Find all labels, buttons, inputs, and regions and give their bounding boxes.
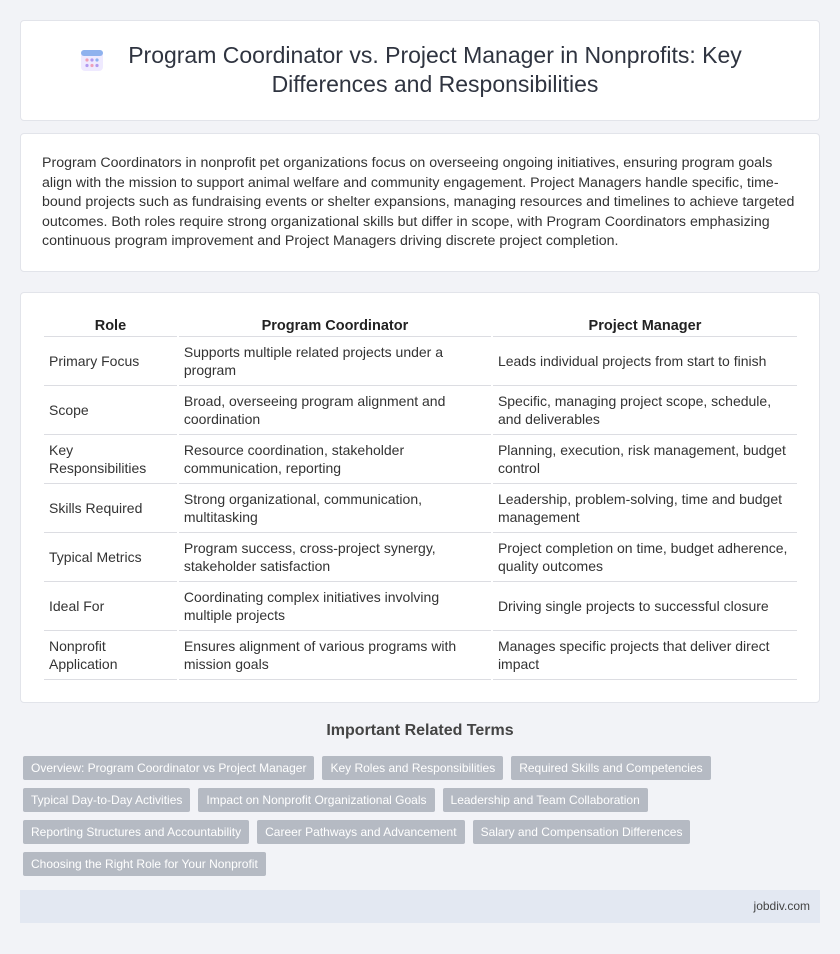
header-card: [20, 20, 820, 121]
table-row: [44, 484, 797, 533]
row-label: Primary Focus: [44, 337, 177, 386]
comparison-table: [42, 315, 799, 680]
project-manager-cell: Project completion on time, budget adherence, quality outcomes: [493, 533, 797, 582]
program-coordinator-cell: Coordinating complex initiatives involving multiple projects: [179, 582, 491, 631]
related-term-tag[interactable]: Typical Day-to-Day Activities: [23, 788, 190, 812]
related-term-tag[interactable]: Salary and Compensation Differences: [473, 820, 691, 844]
intro-paragraph: Program Coordinators in nonprofit pet organizations focus on overseeing ongoing initiatives, ensuring program goals align with the mission to support animal welfare and community engagement. Project Managers handle specific, time-bound projects such as fundraising events or shelter expansions, managing resources and timelines to achieve targeted outcomes. Both roles require strong organizational skills but differ in scope, with Program Coordinators emphasizing continuous program improvement and Project Managers driving discrete project completion.: [42, 155, 795, 250]
related-terms-list: [23, 756, 723, 884]
tag-row: [23, 756, 723, 780]
tag-row: [23, 852, 723, 876]
table-row: [44, 631, 797, 680]
program-coordinator-cell: Ensures alignment of various programs with mission goals: [179, 631, 491, 680]
row-label: Typical Metrics: [44, 533, 177, 582]
project-manager-cell: Manages specific projects that deliver direct impact: [493, 631, 797, 680]
project-manager-cell: Specific, managing project scope, schedule, and deliverables: [493, 386, 797, 435]
row-label: Scope: [44, 386, 177, 435]
related-term-tag[interactable]: Key Roles and Responsibilities: [322, 756, 503, 780]
table-row: [44, 435, 797, 484]
related-term-tag[interactable]: Required Skills and Competencies: [511, 756, 710, 780]
related-term-tag[interactable]: Overview: Program Coordinator vs Project Manager: [23, 756, 314, 780]
table-row: [44, 337, 797, 386]
program-coordinator-cell: Resource coordination, stakeholder communication, reporting: [179, 435, 491, 484]
related-term-tag[interactable]: Reporting Structures and Accountability: [23, 820, 249, 844]
column-header-role: Role: [44, 315, 177, 337]
footer: [20, 890, 820, 923]
table-row: [44, 386, 797, 435]
tag-row: [23, 788, 723, 812]
column-header-program-coordinator: Program Coordinator: [179, 315, 491, 337]
footer-site-link[interactable]: jobdiv.com: [753, 899, 810, 913]
intro-card: [20, 133, 820, 272]
project-manager-cell: Leads individual projects from start to finish: [493, 337, 797, 386]
program-coordinator-cell: Program success, cross-project synergy, stakeholder satisfaction: [179, 533, 491, 582]
program-coordinator-cell: Broad, overseeing program alignment and coordination: [179, 386, 491, 435]
related-term-tag[interactable]: Career Pathways and Advancement: [257, 820, 464, 844]
table-header-row: [44, 315, 797, 337]
page-title: Program Coordinator vs. Project Manager in Nonprofits: Key Differences and Responsibilities: [128, 42, 742, 97]
related-term-tag[interactable]: Leadership and Team Collaboration: [443, 788, 648, 812]
column-header-project-manager: Project Manager: [493, 315, 797, 337]
related-term-tag[interactable]: Impact on Nonprofit Organizational Goals: [198, 788, 434, 812]
row-label: Ideal For: [44, 582, 177, 631]
row-label: Nonprofit Application: [44, 631, 177, 680]
table-row: [44, 533, 797, 582]
row-label: Skills Required: [44, 484, 177, 533]
related-term-tag[interactable]: Choosing the Right Role for Your Nonprofit: [23, 852, 266, 876]
related-terms-heading: Important Related Terms: [326, 722, 514, 739]
row-label: Key Responsibilities: [44, 435, 177, 484]
comparison-card: [20, 292, 820, 703]
tag-row: [23, 820, 723, 844]
program-coordinator-cell: Strong organizational, communication, multitasking: [179, 484, 491, 533]
project-manager-cell: Driving single projects to successful closure: [493, 582, 797, 631]
project-manager-cell: Leadership, problem-solving, time and budget management: [493, 484, 797, 533]
project-manager-cell: Planning, execution, risk management, budget control: [493, 435, 797, 484]
program-coordinator-cell: Supports multiple related projects under a program: [179, 337, 491, 386]
table-row: [44, 582, 797, 631]
